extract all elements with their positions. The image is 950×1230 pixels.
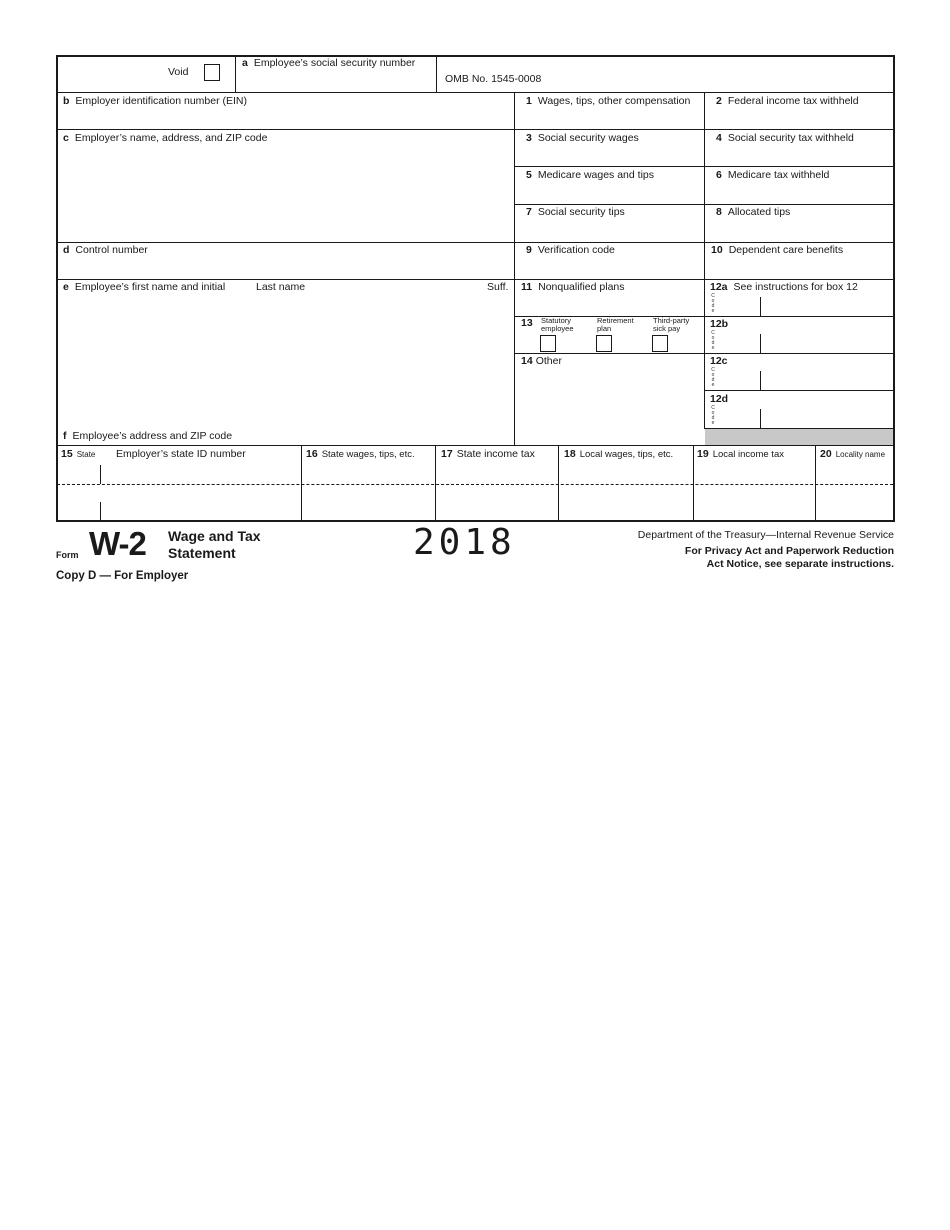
state-2-input[interactable] xyxy=(59,500,98,518)
box7-label: 7 Social security tips xyxy=(526,206,625,218)
box20-2-input[interactable] xyxy=(818,500,891,518)
divider xyxy=(514,353,894,354)
state-separator xyxy=(100,502,101,521)
box18-label: 18 Local wages, tips, etc. xyxy=(564,448,674,460)
box16-label: 16 State wages, tips, etc. xyxy=(306,448,415,460)
box15-label: 15 State xyxy=(61,448,96,460)
void-label: Void xyxy=(168,66,189,78)
box14-label: 14 Other xyxy=(521,355,562,367)
suffix-label: Suff. xyxy=(487,281,509,293)
box16-2-input[interactable] xyxy=(304,500,433,518)
box5-label: 5 Medicare wages and tips xyxy=(526,169,654,181)
box14-input[interactable] xyxy=(518,370,700,442)
box8-label: 8 Allocated tips xyxy=(716,206,791,218)
divider xyxy=(436,56,437,93)
third-party-sick-pay-label: Third-party sick pay xyxy=(653,316,690,333)
copy-label: Copy D — For Employer xyxy=(56,570,189,582)
divider xyxy=(704,93,705,428)
void-checkbox[interactable] xyxy=(204,64,220,81)
state-id-label: Employer’s state ID number xyxy=(116,448,246,460)
box1-input[interactable] xyxy=(518,110,700,128)
code-separator xyxy=(760,371,761,390)
box12d-amount-input[interactable] xyxy=(763,409,891,427)
divider xyxy=(301,446,302,521)
state-id-1-input[interactable] xyxy=(103,465,298,483)
box13-number: 13 xyxy=(521,317,533,329)
statutory-employee-checkbox[interactable] xyxy=(540,335,556,352)
box12c-amount-input[interactable] xyxy=(763,371,891,389)
retirement-plan-label: Retirement plan xyxy=(597,316,634,333)
box11-label: 11 Nonqualified plans xyxy=(521,281,625,293)
divider xyxy=(56,279,515,280)
state-id-2-input[interactable] xyxy=(103,500,298,518)
state-1-input[interactable] xyxy=(59,465,98,483)
ein-input[interactable] xyxy=(60,110,510,128)
control-number-label: d Control number xyxy=(63,244,148,256)
box12c-code-input[interactable] xyxy=(718,371,758,389)
form-title-line1: Wage and Tax xyxy=(168,528,261,544)
box17-2-input[interactable] xyxy=(438,500,556,518)
box2-input[interactable] xyxy=(708,110,890,128)
ssn-input[interactable] xyxy=(238,72,434,90)
employee-address-input[interactable] xyxy=(60,318,510,426)
box3-label: 3 Social security wages xyxy=(526,132,639,144)
divider xyxy=(514,279,894,280)
divider xyxy=(514,166,894,167)
code-separator xyxy=(760,409,761,428)
box19-1-input[interactable] xyxy=(696,465,813,483)
divider xyxy=(56,445,895,446)
state-separator xyxy=(100,465,101,484)
omb-number: OMB No. 1545-0008 xyxy=(445,73,542,85)
form-word: Form xyxy=(56,550,79,560)
box12d-code-input[interactable] xyxy=(718,409,758,427)
code-separator xyxy=(760,334,761,353)
employer-label: c Employer’s name, address, and ZIP code xyxy=(63,132,268,144)
divider xyxy=(815,446,816,521)
box20-1-input[interactable] xyxy=(818,465,891,483)
box4-label: 4 Social security tax withheld xyxy=(716,132,854,144)
ssn-label: a Employee’s social security number xyxy=(242,57,416,69)
divider xyxy=(514,129,894,130)
box17-1-input[interactable] xyxy=(438,465,556,483)
privacy-notice-line2: Act Notice, see separate instructions. xyxy=(706,558,894,570)
divider xyxy=(514,93,515,446)
form-border-left xyxy=(56,55,58,522)
box9-input[interactable] xyxy=(518,259,700,277)
box20-label: 20 Locality name xyxy=(820,448,886,460)
box6-input[interactable] xyxy=(708,184,890,202)
form-border-right xyxy=(893,55,895,522)
first-name-input[interactable] xyxy=(60,296,250,314)
box12d-label: 12d xyxy=(710,393,729,405)
box10-input[interactable] xyxy=(708,259,890,277)
box12a-amount-input[interactable] xyxy=(763,297,891,315)
shaded-area xyxy=(705,429,893,446)
divider xyxy=(514,204,894,205)
box18-2-input[interactable] xyxy=(561,500,691,518)
statutory-employee-label: Statutory employee xyxy=(541,316,574,333)
box9-label: 9 Verification code xyxy=(526,244,615,256)
divider xyxy=(56,92,895,93)
box7-input[interactable] xyxy=(518,221,700,239)
divider xyxy=(235,56,236,93)
last-name-input[interactable] xyxy=(254,296,474,314)
box12b-code-input[interactable] xyxy=(718,334,758,352)
dashed-divider xyxy=(57,484,893,485)
box10-label: 10 Dependent care benefits xyxy=(711,244,844,256)
control-number-input[interactable] xyxy=(60,259,510,277)
box12a-label: 12a See instructions for box 12 xyxy=(710,281,858,293)
box4-input[interactable] xyxy=(708,147,890,165)
box3-input[interactable] xyxy=(518,147,700,165)
divider xyxy=(558,446,559,521)
code-separator xyxy=(760,297,761,316)
box1-label: 1 Wages, tips, other compensation xyxy=(526,95,691,107)
box12b-label: 12b xyxy=(710,318,729,330)
box16-1-input[interactable] xyxy=(304,465,433,483)
form-name: W-2 xyxy=(89,525,146,562)
divider xyxy=(514,242,894,243)
privacy-notice-line1: For Privacy Act and Paperwork Reduction xyxy=(684,545,894,557)
box19-label: 19 Local income tax xyxy=(697,448,784,460)
box11-input[interactable] xyxy=(518,296,700,314)
employee-address-label: f Employee’s address and ZIP code xyxy=(63,430,233,442)
divider xyxy=(693,446,694,521)
ein-label: b Employer identification number (EIN) xyxy=(63,95,247,107)
agency-label: Department of the Treasury—Internal Revenue Service xyxy=(637,529,894,541)
box18-1-input[interactable] xyxy=(561,465,691,483)
third-party-sick-pay-checkbox[interactable] xyxy=(652,335,668,352)
retirement-plan-checkbox[interactable] xyxy=(596,335,612,352)
box17-label: 17 State income tax xyxy=(441,448,535,460)
box19-2-input[interactable] xyxy=(696,500,813,518)
divider xyxy=(704,390,894,391)
box5-input[interactable] xyxy=(518,184,700,202)
employee-name-label: e Employee’s first name and initial xyxy=(63,281,226,293)
form-title-line2: Statement xyxy=(168,545,236,561)
divider xyxy=(435,446,436,521)
box2-label: 2 Federal income tax withheld xyxy=(716,95,859,107)
tax-year: 2018 xyxy=(413,522,516,563)
box6-label: 6 Medicare tax withheld xyxy=(716,169,830,181)
box8-input[interactable] xyxy=(708,221,890,239)
form-border-top xyxy=(56,55,895,57)
box12c-label: 12c xyxy=(710,355,728,367)
last-name-label: Last name xyxy=(256,281,306,293)
suffix-input[interactable] xyxy=(480,296,512,314)
box12b-amount-input[interactable] xyxy=(763,334,891,352)
divider xyxy=(56,129,515,130)
divider xyxy=(56,242,515,243)
employer-input[interactable] xyxy=(60,147,510,239)
box12a-code-input[interactable] xyxy=(718,297,758,315)
